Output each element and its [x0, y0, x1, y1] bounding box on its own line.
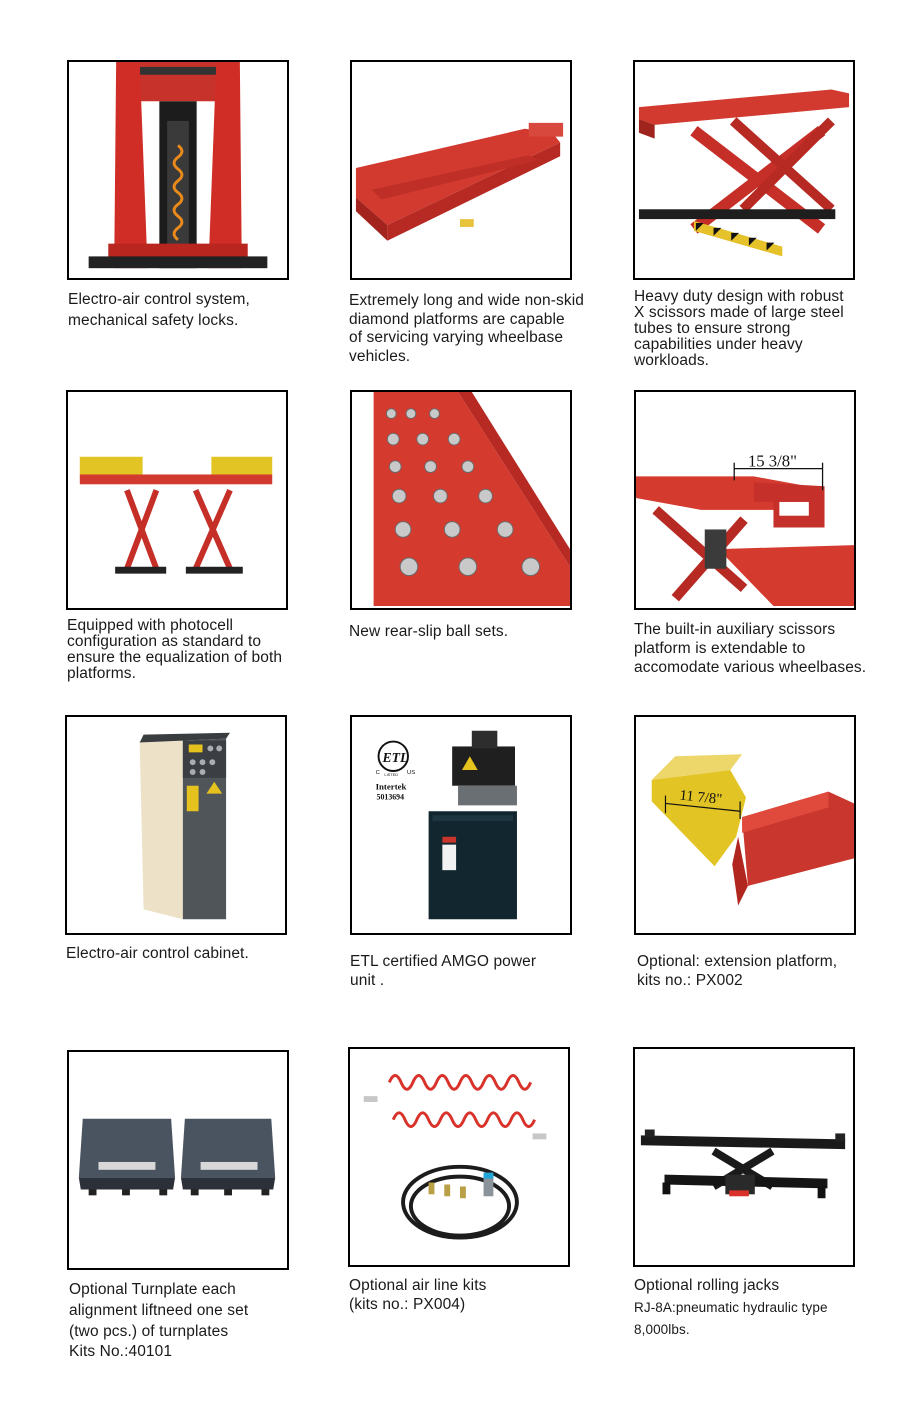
- caption-rolling-jack: Optional rolling jacks: [634, 1277, 780, 1294]
- photo-diamond-platform: [350, 60, 572, 280]
- etl-mark-text: ETL: [382, 750, 409, 766]
- etl-company-text: Intertek: [375, 781, 407, 792]
- caption-control-cabinet: Electro-air control cabinet.: [66, 945, 249, 962]
- photo-x-scissors: [633, 60, 855, 280]
- photo-ball-sets: [350, 390, 572, 610]
- etl-listed-text: LISTED: [384, 771, 399, 777]
- air-line-kit-photo: [350, 1049, 568, 1265]
- caption-extension-platform: Optional: extension platform, kits no.: PX002: [637, 953, 838, 989]
- extension-platform-photo: [636, 717, 854, 933]
- turnplates-photo: [69, 1052, 287, 1268]
- caption-power-unit: ETL certified AMGO power unit .: [350, 953, 537, 989]
- auxiliary-platform-photo: [636, 392, 854, 608]
- caption-control-system: Electro-air control system, mechanical safety locks.: [68, 291, 250, 329]
- photo-air-line-kit: [348, 1047, 570, 1267]
- photo-turnplates: [67, 1050, 289, 1270]
- etl-number-text: 5013694: [376, 792, 405, 802]
- photo-extension-platform: [634, 715, 856, 935]
- control-cabinet-photo: [67, 717, 285, 933]
- subcaption-rolling-jack: RJ-8A:pneumatic hydraulic type 8,000lbs.: [634, 1300, 828, 1337]
- etl-c-text: C: [375, 769, 380, 776]
- rolling-jack-photo: [635, 1049, 853, 1265]
- etl-us-text: US: [407, 769, 416, 776]
- photocell-lift-photo: [68, 392, 286, 608]
- power-unit-photo: [352, 717, 570, 933]
- diamond-platform-photo: [352, 62, 570, 278]
- caption-photocell: Equipped with photocell configuration as standard to ensure the equalization of both platforms.: [67, 617, 283, 683]
- measure-label-11-7-8: 11 7/8": [678, 787, 723, 808]
- scissor-lift-control-photo: [69, 62, 287, 278]
- caption-diamond-platform: Extremely long and wide non-skid diamond platforms are capable of servicing varying wheelbase vehicles.: [349, 292, 584, 365]
- caption-auxiliary-platform: The built-in auxiliary scissors platform is extendable to accomodate various wheelbases.: [634, 621, 867, 676]
- x-scissors-photo: [635, 62, 853, 278]
- photo-control-system: [67, 60, 289, 280]
- caption-x-scissors: Heavy duty design with robust X scissors made of large steel tubes to ensure strong capabilities under heavy workloads.: [634, 288, 844, 370]
- caption-turnplates: Optional Turnplate each alignment liftneed one set (two pcs.) of turnplates Kits No.:40101: [69, 1281, 249, 1361]
- ball-sets-photo: [352, 392, 570, 608]
- photo-control-cabinet: [65, 715, 287, 935]
- photo-auxiliary-platform: [634, 390, 856, 610]
- measure-label-15-3-8: 15 3/8": [747, 451, 797, 471]
- caption-air-line-kit: Optional air line kits (kits no.: PX004): [349, 1277, 487, 1313]
- photo-power-unit: [350, 715, 572, 935]
- photo-photocell-lift: [66, 390, 288, 610]
- caption-ball-sets: New rear-slip ball sets.: [349, 623, 509, 640]
- photo-rolling-jack: [633, 1047, 855, 1267]
